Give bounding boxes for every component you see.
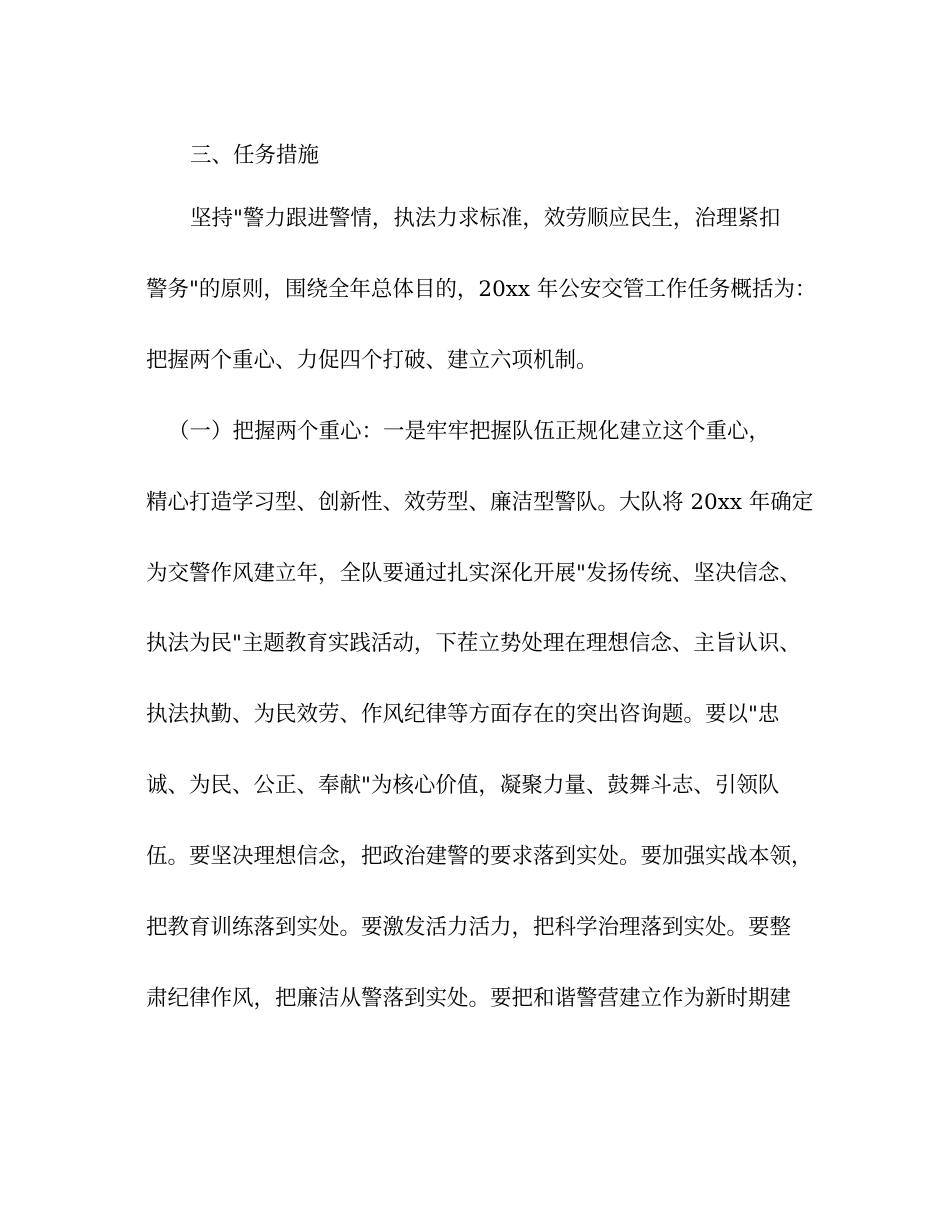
paragraph-line: 伍。要坚决理想信念，把政治建警的要求落到实处。要加强实战本领， bbox=[146, 844, 813, 869]
section-heading: 三、任务措施 bbox=[190, 143, 320, 168]
paragraph-line: 把教育训练落到实处。要激发活力活力，把科学治理落到实处。要整 bbox=[146, 915, 792, 940]
paragraph-line: 肃纪律作风，把廉洁从警落到实处。要把和谐警营建立作为新时期建 bbox=[146, 986, 792, 1011]
paragraph-line: 执法为民"主题教育实践活动，下茬立势处理在理想信念、主旨认识、 bbox=[146, 631, 801, 656]
paragraph-line: 把握两个重心、力促四个打破、建立六项机制。 bbox=[146, 348, 598, 373]
paragraph-line: 为交警作风建立年，全队要通过扎实深化开展"发扬传统、坚决信念、 bbox=[146, 561, 801, 586]
paragraph-line: 坚持"警力跟进警情，执法力求标准，效劳顺应民生，治理紧扣 bbox=[190, 206, 781, 231]
paragraph-line: 诚、为民、公正、奉献"为核心价值，凝聚力量、鼓舞斗志、引领队 bbox=[146, 773, 780, 798]
paragraph-line: 警务"的原则，围绕全年总体目的，20xx 年公安交管工作任务概括为： bbox=[146, 277, 817, 302]
paragraph-line: （一）把握两个重心：一是牢牢把握队伍正规化建立这个重心， bbox=[168, 419, 771, 444]
paragraph-line: 精心打造学习型、创新性、效劳型、廉洁型警队。大队将 20xx 年确定 bbox=[146, 490, 814, 515]
paragraph-line: 执法执勤、为民效劳、作风纪律等方面存在的突出咨询题。要以"忠 bbox=[146, 702, 780, 727]
